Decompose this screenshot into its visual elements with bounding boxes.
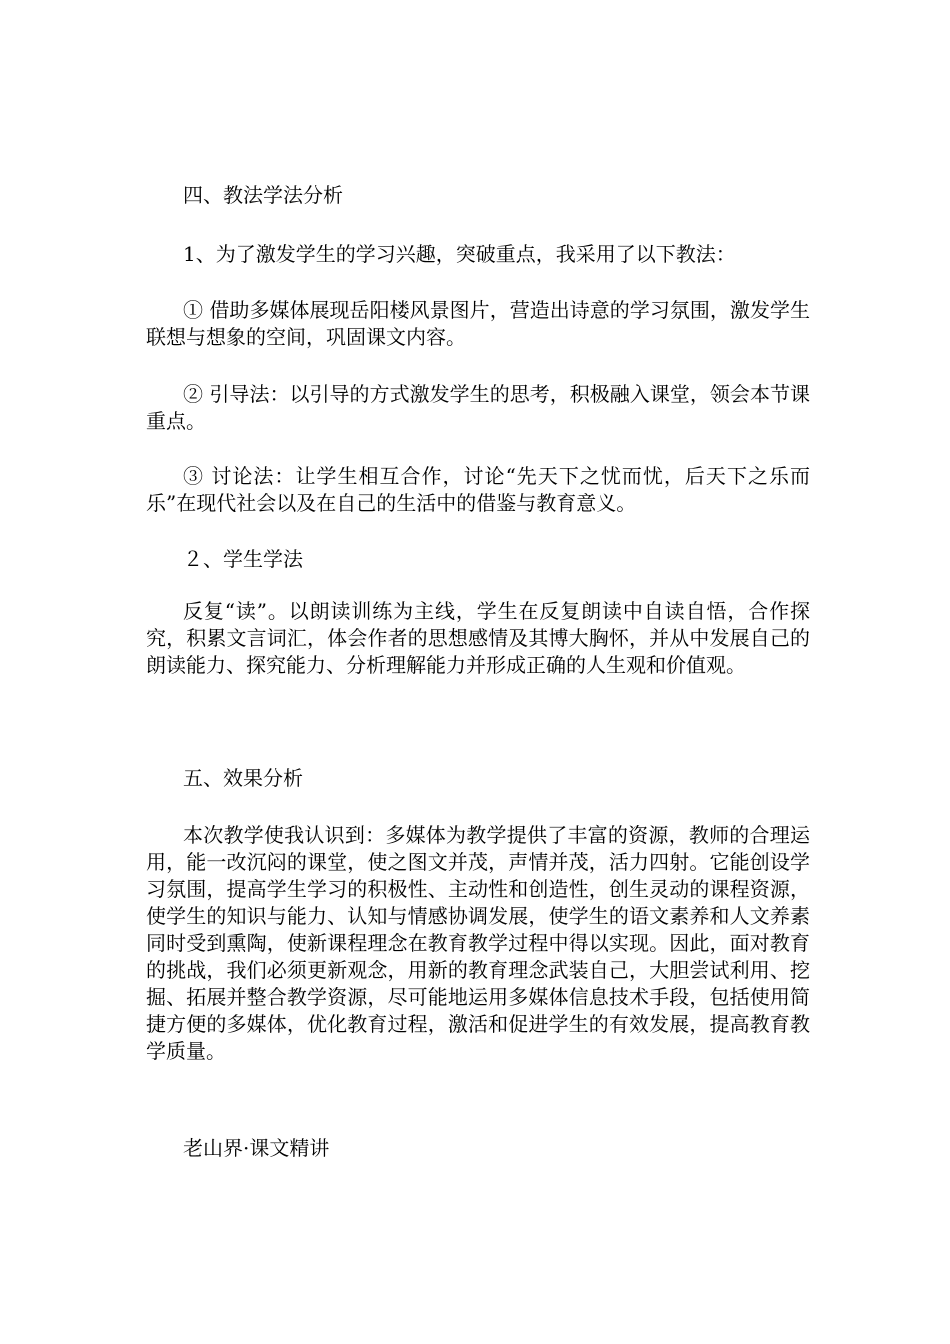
section-heading-teaching-methods: 四、教法学法分析 [183,183,343,207]
effect-analysis-paragraph: 本次教学使我认识到：多媒体为教学提供了丰富的资源，教师的合理运用，能一改沉闷的课堂，使之图文并茂，声情并茂，活力四射。它能创设学习氛围，提高学生学习的积极性、主动性和创造性，创生灵动的课程资源，使学生的知识与能力、认知与情感协调发展，使学生的语文素养和人文养素同时受到熏陶，使新课程理念在教育教学过程中得以实现。因此，面对教育的挑战，我们必须更新观念，用新的教育理念武装自己，大胆尝试利用、挖掘、拓展并整合教学资源，尽可能地运用多媒体信息技术手段，包括使用简捷方便的多媒体，优化教育过程，激活和促进学生的有效发展，提高教育教学质量。 [146,823,810,1063]
footer-heading: 老山界·课文精讲 [183,1136,330,1160]
teaching-method-1: ① 借助多媒体展现岳阳楼风景图片，营造出诗意的学习氛围，激发学生联想与想象的空间，巩固课文内容。 [146,298,810,349]
teaching-method-3: ③ 讨论法：让学生相互合作，讨论“先天下之忧而忧，后天下之乐而乐”在现代社会以及在自己的生活中的借鉴与教育意义。 [146,464,810,515]
subheading-student-study: ２、学生学法 [183,547,303,571]
section-heading-effect-analysis: 五、效果分析 [183,766,303,790]
teaching-method-2: ② 引导法：以引导的方式激发学生的思考，积极融入课堂，领会本节课重点。 [146,382,810,433]
teaching-methods-intro: 1、为了激发学生的学习兴趣，突破重点，我采用了以下教法： [183,242,736,266]
student-study-paragraph: 反复“读”。以朗读训练为主线，学生在反复朗读中自读自悟，合作探究，积累文言词汇，体会作者的思想感情及其博大胸怀，并从中发展自己的朗读能力、探究能力、分析理解能力并形成正确的人生观和价值观。 [146,599,810,677]
